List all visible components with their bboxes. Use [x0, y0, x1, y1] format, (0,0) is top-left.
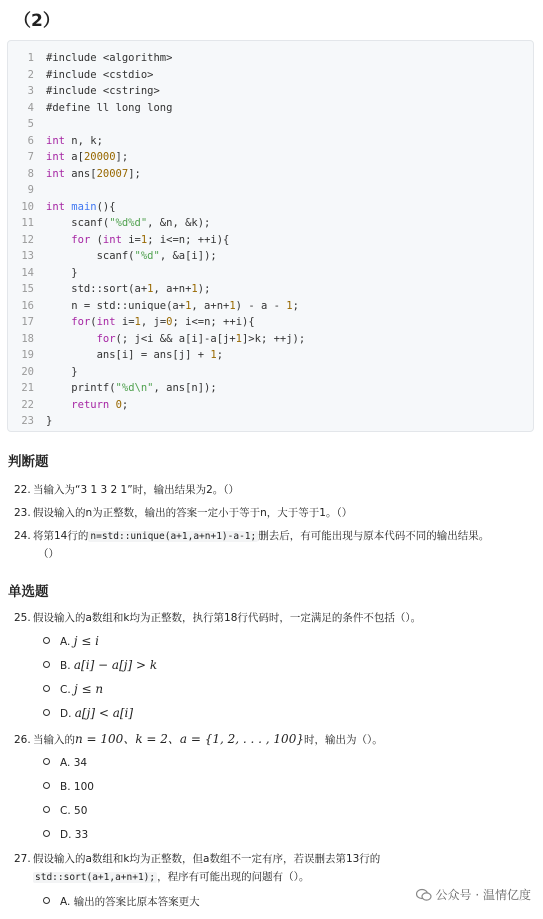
question-number: 27.	[14, 853, 31, 865]
option-27-a[interactable]: A. 输出的答案比原本答案更大	[43, 894, 200, 910]
section-heading: （2）	[14, 11, 60, 31]
bullet-icon	[43, 897, 50, 904]
code-line	[8, 331, 305, 348]
question-number: 26.	[14, 734, 31, 746]
code-line	[8, 298, 299, 315]
line-number: 2	[27, 68, 34, 81]
code-line	[8, 50, 172, 67]
question-text: 时，输出为（）。	[303, 734, 383, 746]
code-text: n = std::unique(a+1, a+n+1) - a - 1;	[46, 299, 299, 312]
inline-code: n=std::unique(a+1,a+n+1)-a-1;	[90, 531, 257, 542]
question-text: 假设输入的a数组和k均为正整数，但a数组不一定有序，若误删去第13行的	[33, 853, 381, 865]
code-line	[8, 182, 46, 199]
line-number: 14	[21, 266, 34, 279]
code-text: #include <algorithm>	[46, 52, 173, 64]
code-line	[8, 83, 160, 100]
line-number: 12	[21, 233, 34, 246]
question-number: 25.	[14, 612, 31, 624]
question-27-line2	[33, 869, 309, 886]
bullet-icon	[43, 782, 50, 789]
code-line	[8, 364, 78, 381]
code-text: std::sort(a+1, a+n+1);	[46, 283, 211, 295]
question-number: 22.	[14, 484, 31, 496]
bullet-icon	[43, 685, 50, 692]
bullet-icon	[43, 806, 50, 813]
bullet-icon	[43, 830, 50, 837]
option-26-b[interactable]: B. 100	[43, 779, 94, 795]
line-number: 21	[21, 382, 34, 394]
code-line	[8, 347, 223, 364]
option-26-d[interactable]: D. 33	[43, 827, 88, 843]
question-number: 23.	[14, 507, 31, 519]
line-number: 18	[21, 332, 34, 345]
code-line	[8, 199, 116, 216]
code-text: for(; j<i && a[i]-a[j+1]>k; ++j);	[96, 332, 306, 345]
question-text: 当输入为“3 1 3 2 1”时，输出结果为2。（）	[33, 484, 240, 496]
bullet-icon	[43, 637, 50, 644]
code-line	[8, 232, 229, 249]
line-number: 11	[21, 217, 34, 229]
code-text: for (int i=1; i<=n; ++i){	[71, 233, 230, 246]
line-number: 7	[27, 151, 34, 163]
line-number: 6	[27, 134, 34, 147]
question-23	[14, 505, 352, 521]
line-number: 23	[21, 415, 34, 427]
code-text: #include <cstdio>	[46, 68, 154, 81]
bullet-icon	[43, 709, 50, 716]
line-number: 19	[21, 349, 34, 361]
watermark	[416, 886, 531, 903]
question-text: ，程序有可能出现的问题有（）。	[157, 871, 310, 883]
option-25-d[interactable]: D. a[j] < a[i]	[43, 705, 133, 722]
code-line	[8, 215, 210, 232]
question-text: 将第14行的	[33, 530, 89, 542]
code-text: return 0;	[71, 398, 129, 411]
code-line	[8, 166, 141, 183]
code-line	[8, 149, 128, 166]
line-number: 20	[21, 365, 34, 378]
question-text: 假设输入的n为正整数，输出的答案一定小于等于n，大于等于1。（）	[33, 507, 353, 519]
code-text: for(int i=1, j=0; i<=n; ++i){	[71, 316, 255, 328]
line-number: 22	[21, 398, 34, 411]
code-line	[8, 413, 52, 430]
code-text: }	[46, 266, 78, 279]
judge-section-title: 判断题	[8, 454, 49, 470]
code-text: scanf("%d", &a[i]);	[46, 250, 217, 262]
line-number: 5	[27, 118, 34, 130]
code-line	[8, 67, 153, 84]
question-number: 24.	[14, 530, 31, 542]
line-number: 4	[27, 101, 34, 114]
code-line	[8, 248, 217, 265]
line-number: 13	[21, 250, 34, 262]
single-choice-section-title: 单选题	[8, 584, 49, 600]
code-text: ans[i] = ans[j] + 1;	[46, 349, 224, 361]
code-text: scanf("%d%d", &n, &k);	[46, 217, 211, 229]
wechat-icon	[416, 888, 432, 902]
line-number: 10	[21, 200, 34, 213]
question-22	[14, 482, 239, 498]
option-26-c[interactable]: C. 50	[43, 803, 87, 819]
code-text: int ans[20007];	[46, 167, 141, 180]
question-text: 当输入的	[33, 734, 75, 746]
code-line	[8, 133, 103, 150]
line-number: 8	[27, 167, 34, 180]
line-number: 9	[27, 184, 34, 196]
line-number: 3	[27, 85, 34, 97]
code-block	[7, 40, 534, 432]
option-25-b[interactable]: B. a[i] − a[j] > k	[43, 657, 157, 674]
question-24	[14, 528, 529, 545]
code-text: int main(){	[46, 200, 116, 213]
question-24-answer: （）	[38, 548, 59, 560]
code-text: }	[46, 365, 78, 378]
code-line	[8, 116, 46, 133]
code-line	[8, 100, 172, 117]
line-number: 15	[21, 283, 34, 295]
code-text: int a[20000];	[46, 151, 129, 163]
line-number: 17	[21, 316, 34, 328]
line-number: 16	[21, 299, 34, 312]
code-text: #include <cstring>	[46, 85, 160, 97]
question-text: 删去后，有可能出现与原本代码不同的输出结果。	[258, 530, 490, 542]
line-number: 1	[27, 52, 34, 64]
option-25-a[interactable]: A. j ≤ i	[43, 633, 99, 650]
option-26-a[interactable]: A. 34	[43, 755, 87, 771]
code-line	[8, 314, 255, 331]
bullet-icon	[43, 661, 50, 668]
bullet-icon	[43, 758, 50, 765]
code-line	[8, 281, 210, 298]
code-text: #define ll long long	[46, 101, 173, 114]
question-27	[14, 851, 380, 867]
code-line	[8, 380, 217, 397]
code-line	[8, 265, 78, 282]
question-25	[14, 610, 421, 626]
option-25-c[interactable]: C. j ≤ n	[43, 681, 103, 698]
code-text: }	[46, 415, 53, 427]
inline-code: std::sort(a+1,a+n+1);	[35, 872, 156, 883]
code-line	[8, 397, 128, 414]
question-26	[14, 731, 383, 748]
code-text: printf("%d\n", ans[n]);	[46, 382, 217, 394]
question-text: 假设输入的a数组和k均为正整数，执行第18行代码时，一定满足的条件不包括（）。	[33, 612, 422, 624]
question-math: n = 100、k = 2、a = {1, 2, . . . , 100}	[75, 732, 304, 746]
watermark-text: 公众号 · 温情亿度	[435, 888, 531, 902]
code-text: int n, k;	[46, 134, 103, 147]
